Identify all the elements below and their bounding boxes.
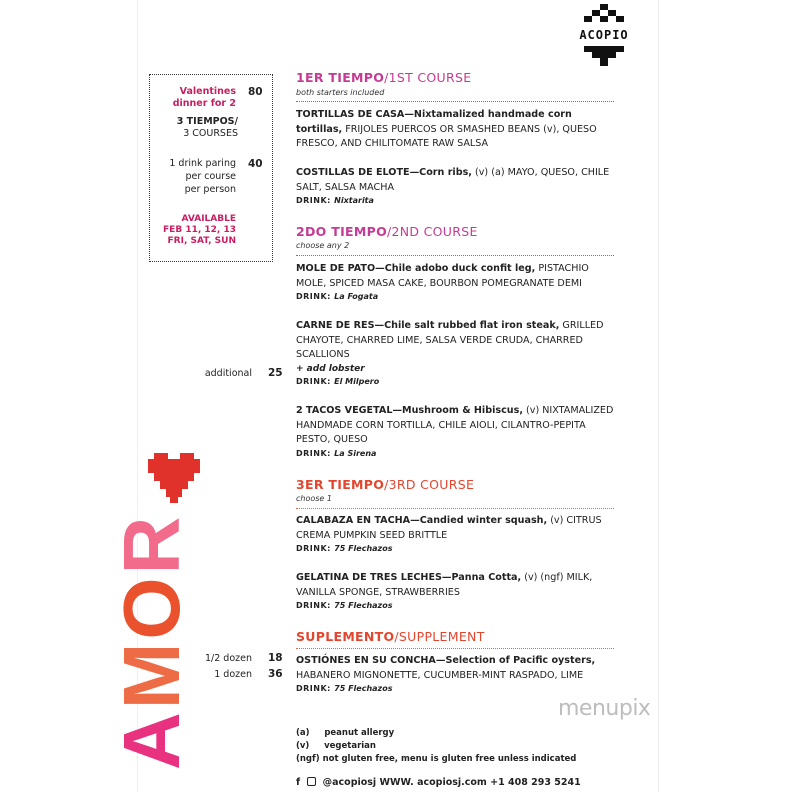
section-second-note: choose any 2 — [296, 241, 350, 250]
divider — [296, 648, 614, 649]
divider — [296, 508, 614, 509]
menu-item-carne: CARNE DE RES—Chile salt rubbed flat iron steak, GRILLED CHAYOTE, CHARRED LIME, SALSA VERDE CRUDA, CHARRED SCALLIONS + add lobster DRINK: El Milpero — [296, 319, 616, 388]
info-avail-line2: FEB 11, 12, 13 — [163, 225, 236, 235]
amor-letter-m: M — [107, 639, 196, 710]
section-first-note: both starters included — [296, 88, 385, 97]
drink-pairing: DRINK: El Milpero — [296, 376, 380, 386]
half-dozen-price: 18 — [268, 652, 283, 664]
menu-item-ostiones: OSTIÓNES EN SU CONCHA—Selection of Pacific oysters, HABANERO MIGNONETTE, CUCUMBER-MINT RASPADO, LIME DRINK: 75 Flechazos — [296, 654, 616, 695]
legend-gluten: (ngf) not gluten free, menu is gluten free unless indicated — [296, 754, 577, 764]
half-dozen-label: 1/2 dozen — [204, 653, 252, 664]
legend-peanut: (a) peanut allergy — [296, 728, 395, 738]
dozen-label: 1 dozen — [214, 669, 252, 680]
amor-vertical-title — [107, 513, 196, 770]
menu-item-tortillas: TORTILLAS DE CASA—Nixtamalized handmade corn tortillas, FRIJOLES PUERCOS OR SMASHED BEANS (v), QUESO FRESCO, AND CHILITOMATE RAW SALSA — [296, 109, 597, 149]
addon-lobster: + add lobster — [296, 363, 365, 374]
section-second-course: 2DO TIEMPO/2ND COURSE — [296, 224, 478, 239]
menu-item-costillas: COSTILLAS DE ELOTE—Corn ribs, (v) (a) MAYO, QUESO, CHILE SALT, SALSA MACHA DRINK: Nixtarita — [296, 166, 616, 207]
drink-pairing: DRINK: Nixtarita — [296, 196, 374, 205]
section-supplement: SUPLEMENTO/SUPPLEMENT — [296, 629, 485, 644]
info-avail-line1: AVAILABLE — [181, 214, 236, 224]
additional-price: 25 — [268, 367, 283, 379]
menu-item-gelatina: GELATINA DE TRES LECHES—Panna Cotta, (v) (ngf) MILK, VANILLA SPONGE, STRAWBERRIES DRINK: 75 Flechazos — [296, 571, 616, 612]
info-pairing-line2: per course — [185, 171, 236, 182]
drink-pairing: DRINK: La Sirena — [296, 448, 377, 458]
legend-vegetarian: (v) vegetarian — [296, 741, 376, 751]
logo-text: ACOPIO — [579, 28, 629, 42]
acopio-logo — [560, 2, 648, 72]
footer-contact — [296, 777, 581, 788]
info-courses-line1: 3 TIEMPOS/ — [176, 116, 238, 127]
info-pairing-line1: 1 drink paring — [169, 158, 236, 169]
info-courses-line2: 3 COURSES — [183, 128, 238, 139]
amor-letter-a: A — [107, 709, 196, 770]
additional-label: additional — [204, 368, 252, 379]
amor-letter-o: O — [107, 574, 196, 640]
drink-pairing: DRINK: 75 Flechazos — [296, 544, 393, 553]
menupix-watermark: menupix — [558, 696, 651, 721]
section-third-course: 3ER TIEMPO/3RD COURSE — [296, 477, 475, 492]
instagram-icon[interactable] — [307, 777, 316, 786]
section-third-note: choose 1 — [296, 494, 332, 503]
menu-item-tacos: 2 TACOS VEGETAL—Mushroom & Hibiscus, (v) NIXTAMALIZED HANDMADE CORN TORTILLA, CHILE AIOLI, CILANTRO-PEPITA PESTO, QUESO DRINK: La Sirena — [296, 404, 616, 460]
menu-item-mole: MOLE DE PATO—Chile adobo duck confit leg, PISTACHIO MOLE, SPICED MASA CAKE, BOURBON POMEGRANATE DEMI DRINK: La Fogata — [296, 262, 616, 303]
info-avail-line3: FRI, SAT, SUN — [167, 236, 236, 246]
drink-pairing: DRINK: 75 Flechazos — [296, 601, 393, 610]
info-title-price: 80 — [248, 86, 263, 98]
drink-pairing: DRINK: La Fogata — [296, 292, 379, 301]
facebook-icon[interactable]: f — [296, 777, 301, 788]
amor-letter-r: R — [107, 513, 196, 575]
dozen-price: 36 — [268, 668, 283, 680]
menu-item-calabaza: CALABAZA EN TACHA—Candied winter squash, (v) CITRUS CREMA PUMPKIN SEED BRITTLE DRINK: 75 Flechazos — [296, 514, 616, 555]
footer-text: @acopiosj WWW. acopiosj.com +1 408 293 5241 — [322, 777, 581, 788]
info-pairing-price: 40 — [248, 158, 263, 170]
divider — [296, 255, 614, 256]
info-title: Valentines dinner for 2 — [172, 86, 236, 109]
drink-pairing: DRINK: 75 Flechazos — [296, 684, 393, 693]
divider — [296, 101, 614, 102]
pixel-heart-icon — [148, 453, 200, 505]
info-pairing-line3: per person — [184, 184, 236, 195]
section-first-course: 1ER TIEMPO/1ST COURSE — [296, 70, 472, 85]
